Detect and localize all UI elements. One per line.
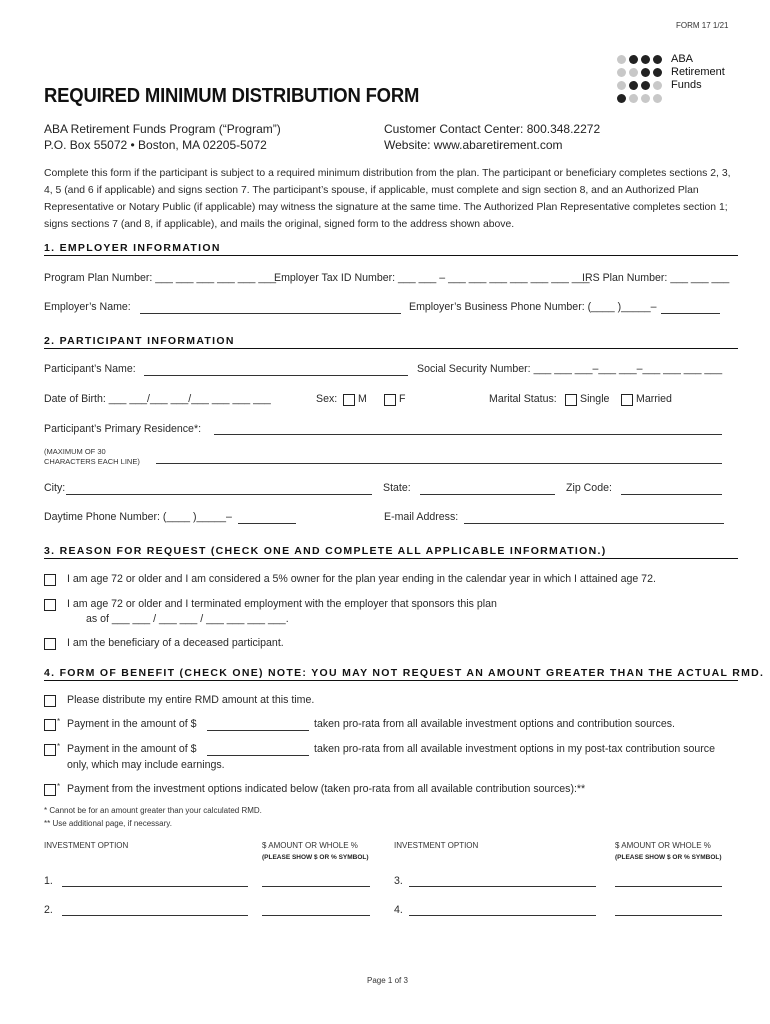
row-number: 4. <box>394 904 403 916</box>
logo-dot <box>641 94 650 103</box>
col-amount-right: $ AMOUNT OR WHOLE % <box>615 841 711 850</box>
logo-dot <box>617 94 626 103</box>
amount-3-input[interactable] <box>615 886 722 887</box>
residence-input-2[interactable] <box>156 463 722 464</box>
reason-terminated-label: I am age 72 or older and I terminated employment with the employer that sponsors this plan <box>67 598 497 610</box>
col-investment-right: INVESTMENT OPTION <box>394 841 479 850</box>
logo-dot <box>617 81 626 90</box>
daytime-phone-field[interactable]: Daytime Phone Number: (____ )_____– <box>44 511 232 523</box>
reason-beneficiary-checkbox[interactable] <box>44 638 56 650</box>
amount-1-input[interactable] <box>262 886 370 887</box>
logo-line: Funds <box>671 79 702 91</box>
reason-5pct-owner-checkbox[interactable] <box>44 574 56 586</box>
dob-field[interactable]: Date of Birth: ___ ___/___ ___/___ ___ ___ ___ <box>44 393 271 405</box>
section-1-title: 1. EMPLOYER INFORMATION <box>44 242 221 254</box>
row-number: 3. <box>394 875 403 887</box>
logo-dot <box>653 94 662 103</box>
email-label: E-mail Address: <box>384 511 459 523</box>
ssn-field[interactable]: Social Security Number: ___ ___ ___–___ ___–___ ___ ___ ___ <box>417 363 723 375</box>
zip-input[interactable] <box>621 494 722 495</box>
daytime-phone-input[interactable] <box>238 523 296 524</box>
contact-phone: Customer Contact Center: 800.348.2272 <box>384 122 601 136</box>
logo-dot <box>653 55 662 64</box>
city-input[interactable] <box>66 494 372 495</box>
employer-phone-input[interactable] <box>661 313 720 314</box>
sex-label: Sex: <box>316 393 338 405</box>
amount-4-input[interactable] <box>615 915 722 916</box>
investment-1-input[interactable] <box>62 886 248 887</box>
col-investment-left: INVESTMENT OPTION <box>44 841 129 850</box>
benefit-posttax-input[interactable] <box>207 755 309 756</box>
section-2-title: 2. PARTICIPANT INFORMATION <box>44 335 235 347</box>
col-amount-right-sub: (PLEASE SHOW $ OR % SYMBOL) <box>615 854 722 861</box>
benefit-amount-input[interactable] <box>207 730 309 731</box>
married-checkbox[interactable] <box>621 394 633 406</box>
residence-input-1[interactable] <box>214 434 722 435</box>
participant-name-label: Participant’s Name: <box>44 363 136 375</box>
married-label: Married <box>636 393 672 405</box>
footnote-1: * Cannot be for an amount greater than your calculated RMD. <box>44 806 262 815</box>
marital-label: Marital Status: <box>489 393 557 405</box>
city-label: City: <box>44 482 66 494</box>
single-label: Single <box>580 393 610 405</box>
max-note-line: (MAXIMUM OF 30 <box>44 447 106 456</box>
investment-2-input[interactable] <box>62 915 248 916</box>
benefit-investment-checkbox[interactable] <box>44 784 56 796</box>
sex-f-label: F <box>399 393 406 405</box>
contact-info <box>384 121 600 153</box>
investment-3-input[interactable] <box>409 886 596 887</box>
benefit-amount-desc: taken pro-rata from all available investment options and contribution sources. <box>314 718 675 730</box>
benefit-entire-rmd-checkbox[interactable] <box>44 695 56 707</box>
footnote-star: * <box>57 717 61 726</box>
intro-paragraph: Complete this form if the participant is subject to a required minimum distribution from the plan. The participant or beneficiary completes sections 2, 3, 4, 5 (and 6 if applicable) and signs section 7. The participant’s spouse, if applicable, must complete and sign section 8, and an Authorized Plan Representative or Notary Public (if applicable) may witness the signature at the same time. The Authorized Plan Representative completes section 1; signs sections 7 (and 8, if applicable), and mails the original, signed form to the address shown above. <box>44 168 731 230</box>
logo-dot <box>653 81 662 90</box>
logo-text <box>671 53 725 92</box>
single-checkbox[interactable] <box>565 394 577 406</box>
logo-dot <box>629 68 638 77</box>
logo-line: ABA <box>671 53 694 65</box>
irs-plan-field[interactable]: IRS Plan Number: ___ ___ ___ <box>582 272 730 284</box>
po-box: P.O. Box 55072 • Boston, MA 02205-5072 <box>44 138 267 152</box>
residence-label: Participant’s Primary Residence*: <box>44 423 202 435</box>
state-label: State: <box>383 482 411 494</box>
max-note-line: CHARACTERS EACH LINE) <box>44 456 140 466</box>
section-1-rule <box>44 255 738 256</box>
employer-name-label: Employer’s Name: <box>44 301 131 313</box>
logo-dot <box>617 68 626 77</box>
logo-dot <box>641 68 650 77</box>
page-number: Page 1 of 3 <box>367 976 408 985</box>
section-4-title: 4. FORM OF BENEFIT (CHECK ONE) NOTE: YOU MAY NOT REQUEST AN AMOUNT GREATER THAN THE ACTUAL RMD. <box>44 667 765 679</box>
benefit-posttax-desc: taken pro-rata from all available investment options in my post-tax contribution source <box>314 743 715 755</box>
logo-dot <box>653 68 662 77</box>
logo-dot <box>629 55 638 64</box>
reason-terminated-checkbox[interactable] <box>44 599 56 611</box>
benefit-posttax-checkbox[interactable] <box>44 744 56 756</box>
employer-phone-field[interactable]: Employer’s Business Phone Number: (____ )_____– <box>409 301 657 313</box>
footnote-star: * <box>57 742 61 751</box>
termination-date-field[interactable]: as of ___ ___ / ___ ___ / ___ ___ ___ ___. <box>86 613 289 625</box>
section-3-title: 3. REASON FOR REQUEST (CHECK ONE AND COMPLETE ALL APPLICABLE INFORMATION.) <box>44 545 607 557</box>
benefit-amount-label: Payment in the amount of $ <box>67 718 197 730</box>
amount-2-input[interactable] <box>262 915 370 916</box>
benefit-posttax-desc-2: only, which may include earnings. <box>67 759 225 771</box>
participant-name-input[interactable] <box>144 375 408 376</box>
form-title: REQUIRED MINIMUM DISTRIBUTION FORM <box>44 84 420 107</box>
logo-dot <box>617 55 626 64</box>
benefit-posttax-label: Payment in the amount of $ <box>67 743 197 755</box>
state-input[interactable] <box>420 494 555 495</box>
logo-dot <box>629 81 638 90</box>
sex-m-label: M <box>358 393 367 405</box>
program-address <box>44 121 281 153</box>
plan-number-field[interactable]: Program Plan Number: ___ ___ ___ ___ ___ ___ <box>44 272 277 284</box>
section-4-rule <box>44 680 738 681</box>
reason-5pct-owner-label: I am age 72 or older and I am considered a 5% owner for the plan year ending in the calendar year in which I attained age 72. <box>67 573 656 585</box>
benefit-investment-label: Payment from the investment options indicated below (taken pro-rata from all available contribution sources):** <box>67 783 586 795</box>
section-2-rule <box>44 348 738 349</box>
logo-dot <box>641 55 650 64</box>
logo-line: Retirement <box>671 66 725 78</box>
row-number: 2. <box>44 904 53 916</box>
logo-dot <box>641 81 650 90</box>
row-number: 1. <box>44 875 53 887</box>
email-input[interactable] <box>464 523 724 524</box>
investment-4-input[interactable] <box>409 915 596 916</box>
logo-dot <box>629 94 638 103</box>
website: Website: www.abaretirement.com <box>384 138 563 152</box>
sex-f-checkbox[interactable] <box>384 394 396 406</box>
program-name: ABA Retirement Funds Program (“Program”) <box>44 122 281 136</box>
form-code: FORM 17 1/21 <box>676 21 729 30</box>
footnote-2: ** Use additional page, if necessary. <box>44 819 172 828</box>
footnote-star: * <box>57 782 61 791</box>
benefit-amount-checkbox[interactable] <box>44 719 56 731</box>
sex-m-checkbox[interactable] <box>343 394 355 406</box>
max-chars-note <box>44 447 140 466</box>
reason-beneficiary-label: I am the beneficiary of a deceased participant. <box>67 637 284 649</box>
benefit-entire-rmd-label: Please distribute my entire RMD amount at this time. <box>67 694 315 706</box>
col-amount-left-sub: (PLEASE SHOW $ OR % SYMBOL) <box>262 854 369 861</box>
aba-logo <box>617 53 737 109</box>
employer-name-input[interactable] <box>140 313 401 314</box>
zip-label: Zip Code: <box>566 482 612 494</box>
section-3-rule <box>44 558 738 559</box>
col-amount-left: $ AMOUNT OR WHOLE % <box>262 841 358 850</box>
tax-id-field[interactable]: Employer Tax ID Number: ___ ___ – ___ ___ ___ ___ ___ ___ ___ <box>274 272 590 284</box>
